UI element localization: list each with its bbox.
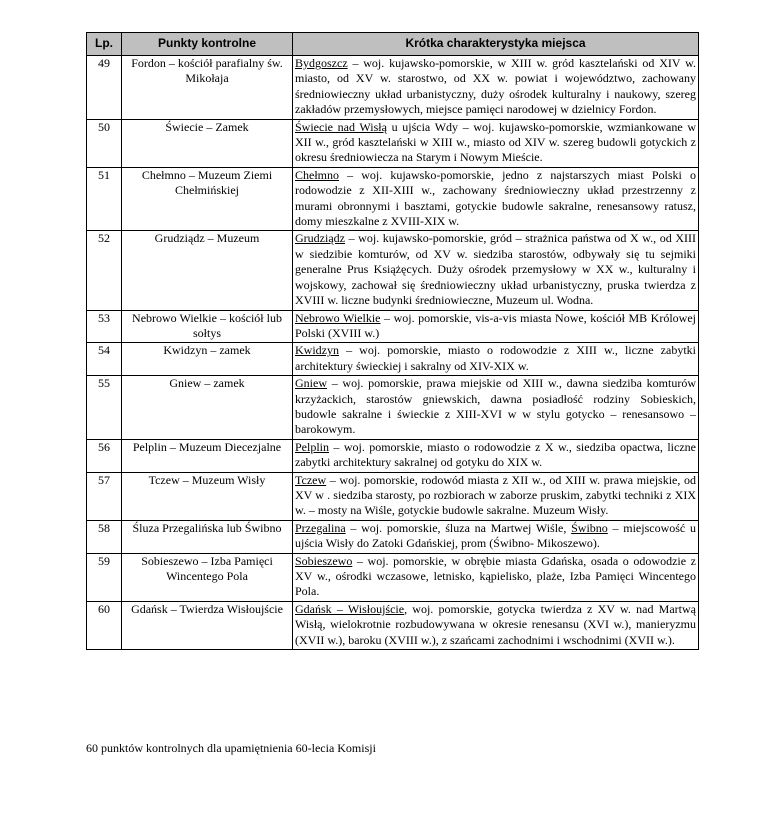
checkpoint-name: Chełmno – Muzeum Ziemi Chełmińskiej	[122, 167, 293, 231]
place-description	[293, 56, 699, 120]
description-text: u ujścia Wdy – woj. kujawsko-pomorskie, wzmiankowane w XII w., gród kasztelański w XIII w., miasto od XIV w. szereg budowli gotyckich z okresu średniowiecza na Starym i Nowym Mieście.	[295, 119, 696, 165]
checkpoint-name: Gdańsk – Twierdza Wisłoujście	[122, 601, 293, 649]
place-description	[293, 310, 699, 343]
description-text: – woj. pomorskie, śluza na Martwej Wiśle,	[345, 520, 572, 535]
table-row	[87, 472, 699, 520]
place-description	[293, 231, 699, 310]
place-name: Nebrowo Wielkie	[295, 310, 381, 325]
place-name: Kwidzyn	[295, 343, 339, 358]
row-number: 56	[87, 439, 122, 472]
row-number: 60	[87, 601, 122, 649]
row-number: 52	[87, 231, 122, 310]
checkpoint-name: Nebrowo Wielkie – kościół lub sołtys	[122, 310, 293, 343]
place-description	[293, 343, 699, 376]
place-description	[293, 167, 699, 231]
table-row	[87, 310, 699, 343]
place-name: Sobieszewo	[295, 553, 353, 568]
place-description	[293, 439, 699, 472]
place-description	[293, 601, 699, 649]
row-number: 57	[87, 472, 122, 520]
row-number: 59	[87, 553, 122, 601]
header-checkpoints: Punkty kontrolne	[122, 33, 293, 56]
checkpoint-name: Świecie – Zamek	[122, 119, 293, 167]
checkpoint-name: Kwidzyn – zamek	[122, 343, 293, 376]
place-name: Przegalina	[295, 520, 346, 535]
table-row	[87, 520, 699, 553]
checkpoint-name: Pelplin – Muzeum Diecezjalne	[122, 439, 293, 472]
place-name: Gniew	[295, 376, 327, 391]
checkpoint-name: Fordon – kościół parafialny św. Mikołaja	[122, 56, 293, 120]
table-row	[87, 376, 699, 440]
row-number: 50	[87, 119, 122, 167]
footer-note: 60 punktów kontrolnych dla upamiętnienia 60-lecia Komisji	[86, 741, 376, 755]
table-row	[87, 56, 699, 120]
place-name: Grudziądz	[295, 231, 345, 246]
place-description	[293, 520, 699, 553]
row-number: 53	[87, 310, 122, 343]
description-text: – woj. kujawsko-pomorskie, gród – strażnica państwa od X w., od XIII w siedzibie komturów, od XV w. siedziba starostów, odbywały się tu sejmiki generalne Prus Książęcych. Duży ośrodek przemysłowy w XX w., kulturalny i wojskowy, zachował się średniowieczny układ urbanistyczny, pruska twierdza z XVIII w. liczne budynki średniowieczne, Muzeum ul. Wodna.	[295, 231, 696, 308]
place-description	[293, 472, 699, 520]
table-row	[87, 553, 699, 601]
row-number: 55	[87, 376, 122, 440]
description-text: – woj. pomorskie, w obrębie miasta Gdańska, osada o odowodzie z XV w., ośrodki wczasowe, letnisko, kąpielisko, plaże, Izba Pamięci Wincentego Pola.	[295, 553, 696, 599]
table-row	[87, 343, 699, 376]
description-text: , woj. pomorskie, gotycka twierdza z XV w. nad Martwą Wisłą, wielokrotnie rozbudowywana w okresie renesansu (XVI w.), manieryzmu (XVII w.), baroku (XVIII w.), z szańcami zachodnimi i wschodnimi (XVII w.).	[295, 601, 696, 647]
row-number: 58	[87, 520, 122, 553]
description-text: – woj. pomorskie, miasto o rodowodzie z XIII w., liczne zabytki architektury świeckiej i sakralny od XIV-XIX w.	[295, 343, 696, 373]
row-number: 54	[87, 343, 122, 376]
table-body	[87, 56, 699, 650]
table-row	[87, 231, 699, 310]
table-row	[87, 439, 699, 472]
place-description	[293, 119, 699, 167]
table-row	[87, 119, 699, 167]
description-text: – woj. pomorskie, vis-a-vis miasta Nowe, kościół MB Królowej Polski (XVIII w.)	[295, 310, 696, 340]
checkpoint-name: Gniew – zamek	[122, 376, 293, 440]
checkpoint-name: Grudziądz – Muzeum	[122, 231, 293, 310]
checkpoint-name: Sobieszewo – Izba Pamięci Wincentego Pola	[122, 553, 293, 601]
description-text: – woj. kujawsko-pomorskie, w XIII w. gród kasztelański od XIV w. miasto, od XV w. starostwo, od XX w. powiat i województwo, zachowany średniowieczny układ urbanistyczny, duży ośrodek kulturalny i naukowy, szereg zakładów przemysłowych, miejsce pamięci narodowej w dzielnicy Fordon.	[295, 56, 696, 117]
place-description	[293, 376, 699, 440]
place-name: Pelplin	[295, 439, 330, 454]
place-name: Gdańsk – Wisłoujście	[295, 601, 405, 616]
row-number: 51	[87, 167, 122, 231]
description-text: – woj. pomorskie, rodowód miasta z XII w., od XIII w. prawa miejskie, od XV w . siedziba starosty, po rozbiorach w zaborze pruskim, zabytki techniki z XIX w. – mosty na Wiśle, gotyckie budowle sakralne. Muzeum Wisły.	[295, 472, 696, 518]
description-text: – woj. pomorskie, miasto o rodowodzie z X w., siedziba opactwa, liczne zabytki architektury sakralnej od gotyku do XIX w.	[295, 439, 696, 470]
description-text: – woj. kujawsko-pomorskie, jedno z najstarszych miast Polski o rodowodzie z XII-XIII w., zachowany średniowieczny układ przestrzenny z murami obronnymi i basztami, gotyckie budowle sakralne, renesansowy ratusz, domy mieszkalne z XVIII-XIX w.	[295, 167, 696, 229]
description-text: – woj. pomorskie, prawa miejskie od XIII w., dawna siedziba komturów krzyżackich, starostów gniewskich, dawna posiadłość rodziny Sobieskich, budowle sakralne i świeckie z XIII-XVI w w stylu gotycko – renesansowo – barokowym.	[295, 376, 696, 437]
header-description: Krótka charakterystyka miejsca	[293, 33, 699, 56]
place-name: Tczew	[295, 472, 327, 487]
place-name-secondary: Świbno	[571, 520, 608, 535]
place-name: Bydgoszcz	[295, 56, 348, 70]
checkpoint-name: Śluza Przegalińska lub Świbno	[122, 520, 293, 553]
table-row	[87, 601, 699, 649]
table-row	[87, 167, 699, 231]
place-name: Świecie nad Wisłą	[295, 119, 387, 134]
table-header-row	[87, 33, 699, 56]
checkpoint-name: Tczew – Muzeum Wisły	[122, 472, 293, 520]
description-text-secondary: – miejscowość u ujścia Wisły do Zatoki Gdańskiej, prom (Świbno- Mikoszewo).	[295, 520, 696, 551]
place-name: Chełmno	[295, 167, 339, 182]
place-description	[293, 553, 699, 601]
checkpoints-table	[86, 32, 699, 650]
header-lp: Lp.	[87, 33, 122, 56]
row-number: 49	[87, 56, 122, 120]
